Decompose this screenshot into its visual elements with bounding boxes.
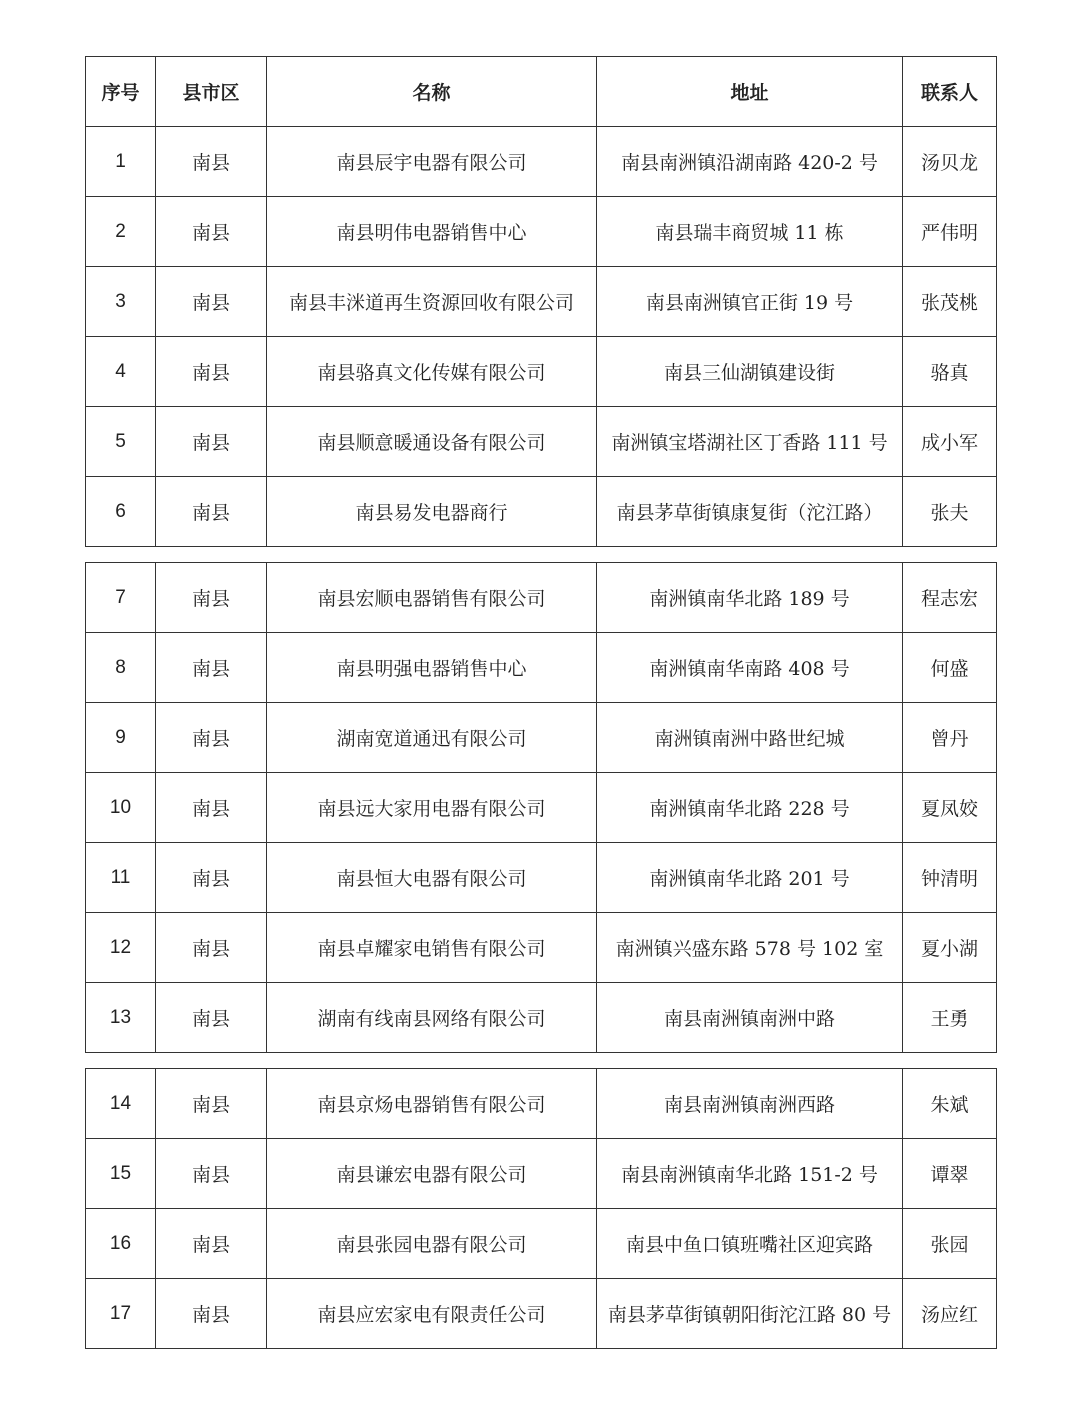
table-row [86,267,997,337]
cell-county: 南县 [156,633,267,703]
cell-seq: 5 [86,407,156,477]
cell-address: 南洲镇南洲中路世纪城 [597,703,903,773]
cell-address: 南县南洲镇南华北路 151-2 号 [597,1139,903,1209]
cell-county: 南县 [156,197,267,267]
cell-seq: 1 [86,127,156,197]
cell-contact: 成小军 [903,407,997,477]
header-county: 县市区 [156,57,267,127]
cell-name: 南县京炀电器销售有限公司 [267,1069,597,1139]
cell-name: 南县明伟电器销售中心 [267,197,597,267]
table-row [86,563,997,633]
cell-contact: 程志宏 [903,563,997,633]
cell-county: 南县 [156,127,267,197]
cell-name: 南县顺意暖通设备有限公司 [267,407,597,477]
cell-contact: 骆真 [903,337,997,407]
cell-seq: 10 [86,773,156,843]
cell-name: 南县卓耀家电销售有限公司 [267,913,597,983]
cell-county: 南县 [156,913,267,983]
cell-county: 南县 [156,773,267,843]
cell-county: 南县 [156,407,267,477]
header-address: 地址 [597,57,903,127]
table-row [86,773,997,843]
cell-seq: 11 [86,843,156,913]
table-row [86,1139,997,1209]
cell-seq: 3 [86,267,156,337]
cell-name: 南县骆真文化传媒有限公司 [267,337,597,407]
table-part-2 [85,562,997,1053]
cell-address: 南县瑞丰商贸城 11 栋 [597,197,903,267]
cell-contact: 朱斌 [903,1069,997,1139]
table-row [86,1209,997,1279]
cell-name: 南县丰洣道再生资源回收有限公司 [267,267,597,337]
table-row [86,477,997,547]
cell-seq: 16 [86,1209,156,1279]
header-contact: 联系人 [903,57,997,127]
cell-address: 南县茅草街镇朝阳街沱江路 80 号 [597,1279,903,1349]
table-row [86,843,997,913]
header-seq: 序号 [86,57,156,127]
cell-contact: 张夫 [903,477,997,547]
cell-county: 南县 [156,983,267,1053]
header-name: 名称 [267,57,597,127]
cell-address: 南县茅草街镇康复街（沱江路） [597,477,903,547]
cell-name: 湖南宽道通迅有限公司 [267,703,597,773]
table-row [86,633,997,703]
cell-seq: 17 [86,1279,156,1349]
cell-contact: 张茂桃 [903,267,997,337]
cell-address: 南洲镇兴盛东路 578 号 102 室 [597,913,903,983]
cell-seq: 14 [86,1069,156,1139]
cell-county: 南县 [156,267,267,337]
cell-name: 南县远大家用电器有限公司 [267,773,597,843]
cell-address: 南洲镇南华北路 189 号 [597,563,903,633]
cell-name: 南县恒大电器有限公司 [267,843,597,913]
cell-address: 南洲镇南华南路 408 号 [597,633,903,703]
cell-name: 南县明强电器销售中心 [267,633,597,703]
cell-address: 南县中鱼口镇班嘴社区迎宾路 [597,1209,903,1279]
cell-contact: 汤应红 [903,1279,997,1349]
table-row [86,913,997,983]
cell-address: 南县南洲镇官正街 19 号 [597,267,903,337]
table-row [86,983,997,1053]
cell-address: 南洲镇南华北路 201 号 [597,843,903,913]
cell-address: 南县南洲镇南洲中路 [597,983,903,1053]
header-row [86,57,997,127]
cell-address: 南县南洲镇南洲西路 [597,1069,903,1139]
cell-contact: 汤贝龙 [903,127,997,197]
table-part-1 [85,56,997,547]
cell-contact: 张园 [903,1209,997,1279]
cell-name: 南县应宏家电有限责任公司 [267,1279,597,1349]
cell-contact: 钟清明 [903,843,997,913]
cell-name: 南县易发电器商行 [267,477,597,547]
table-part-3 [85,1068,997,1349]
cell-seq: 13 [86,983,156,1053]
table-row [86,127,997,197]
table-row [86,197,997,267]
cell-seq: 2 [86,197,156,267]
cell-county: 南县 [156,477,267,547]
cell-county: 南县 [156,1279,267,1349]
cell-contact: 谭翠 [903,1139,997,1209]
cell-seq: 9 [86,703,156,773]
cell-address: 南洲镇南华北路 228 号 [597,773,903,843]
table-row [86,337,997,407]
cell-contact: 王勇 [903,983,997,1053]
cell-address: 南县三仙湖镇建设街 [597,337,903,407]
cell-seq: 4 [86,337,156,407]
cell-contact: 曾丹 [903,703,997,773]
cell-name: 南县辰宇电器有限公司 [267,127,597,197]
cell-contact: 夏小湖 [903,913,997,983]
cell-seq: 12 [86,913,156,983]
cell-county: 南县 [156,1209,267,1279]
cell-seq: 8 [86,633,156,703]
cell-county: 南县 [156,563,267,633]
cell-seq: 7 [86,563,156,633]
table-row [86,1069,997,1139]
cell-name: 南县宏顺电器销售有限公司 [267,563,597,633]
table-row [86,703,997,773]
cell-address: 南洲镇宝塔湖社区丁香路 111 号 [597,407,903,477]
cell-contact: 严伟明 [903,197,997,267]
table-row [86,1279,997,1349]
cell-seq: 15 [86,1139,156,1209]
cell-contact: 夏凤姣 [903,773,997,843]
cell-county: 南县 [156,1069,267,1139]
cell-seq: 6 [86,477,156,547]
cell-address: 南县南洲镇沿湖南路 420-2 号 [597,127,903,197]
cell-name: 南县张园电器有限公司 [267,1209,597,1279]
cell-name: 南县谦宏电器有限公司 [267,1139,597,1209]
cell-county: 南县 [156,843,267,913]
cell-county: 南县 [156,1139,267,1209]
table-row [86,407,997,477]
cell-county: 南县 [156,337,267,407]
cell-contact: 何盛 [903,633,997,703]
cell-name: 湖南有线南县网络有限公司 [267,983,597,1053]
cell-county: 南县 [156,703,267,773]
